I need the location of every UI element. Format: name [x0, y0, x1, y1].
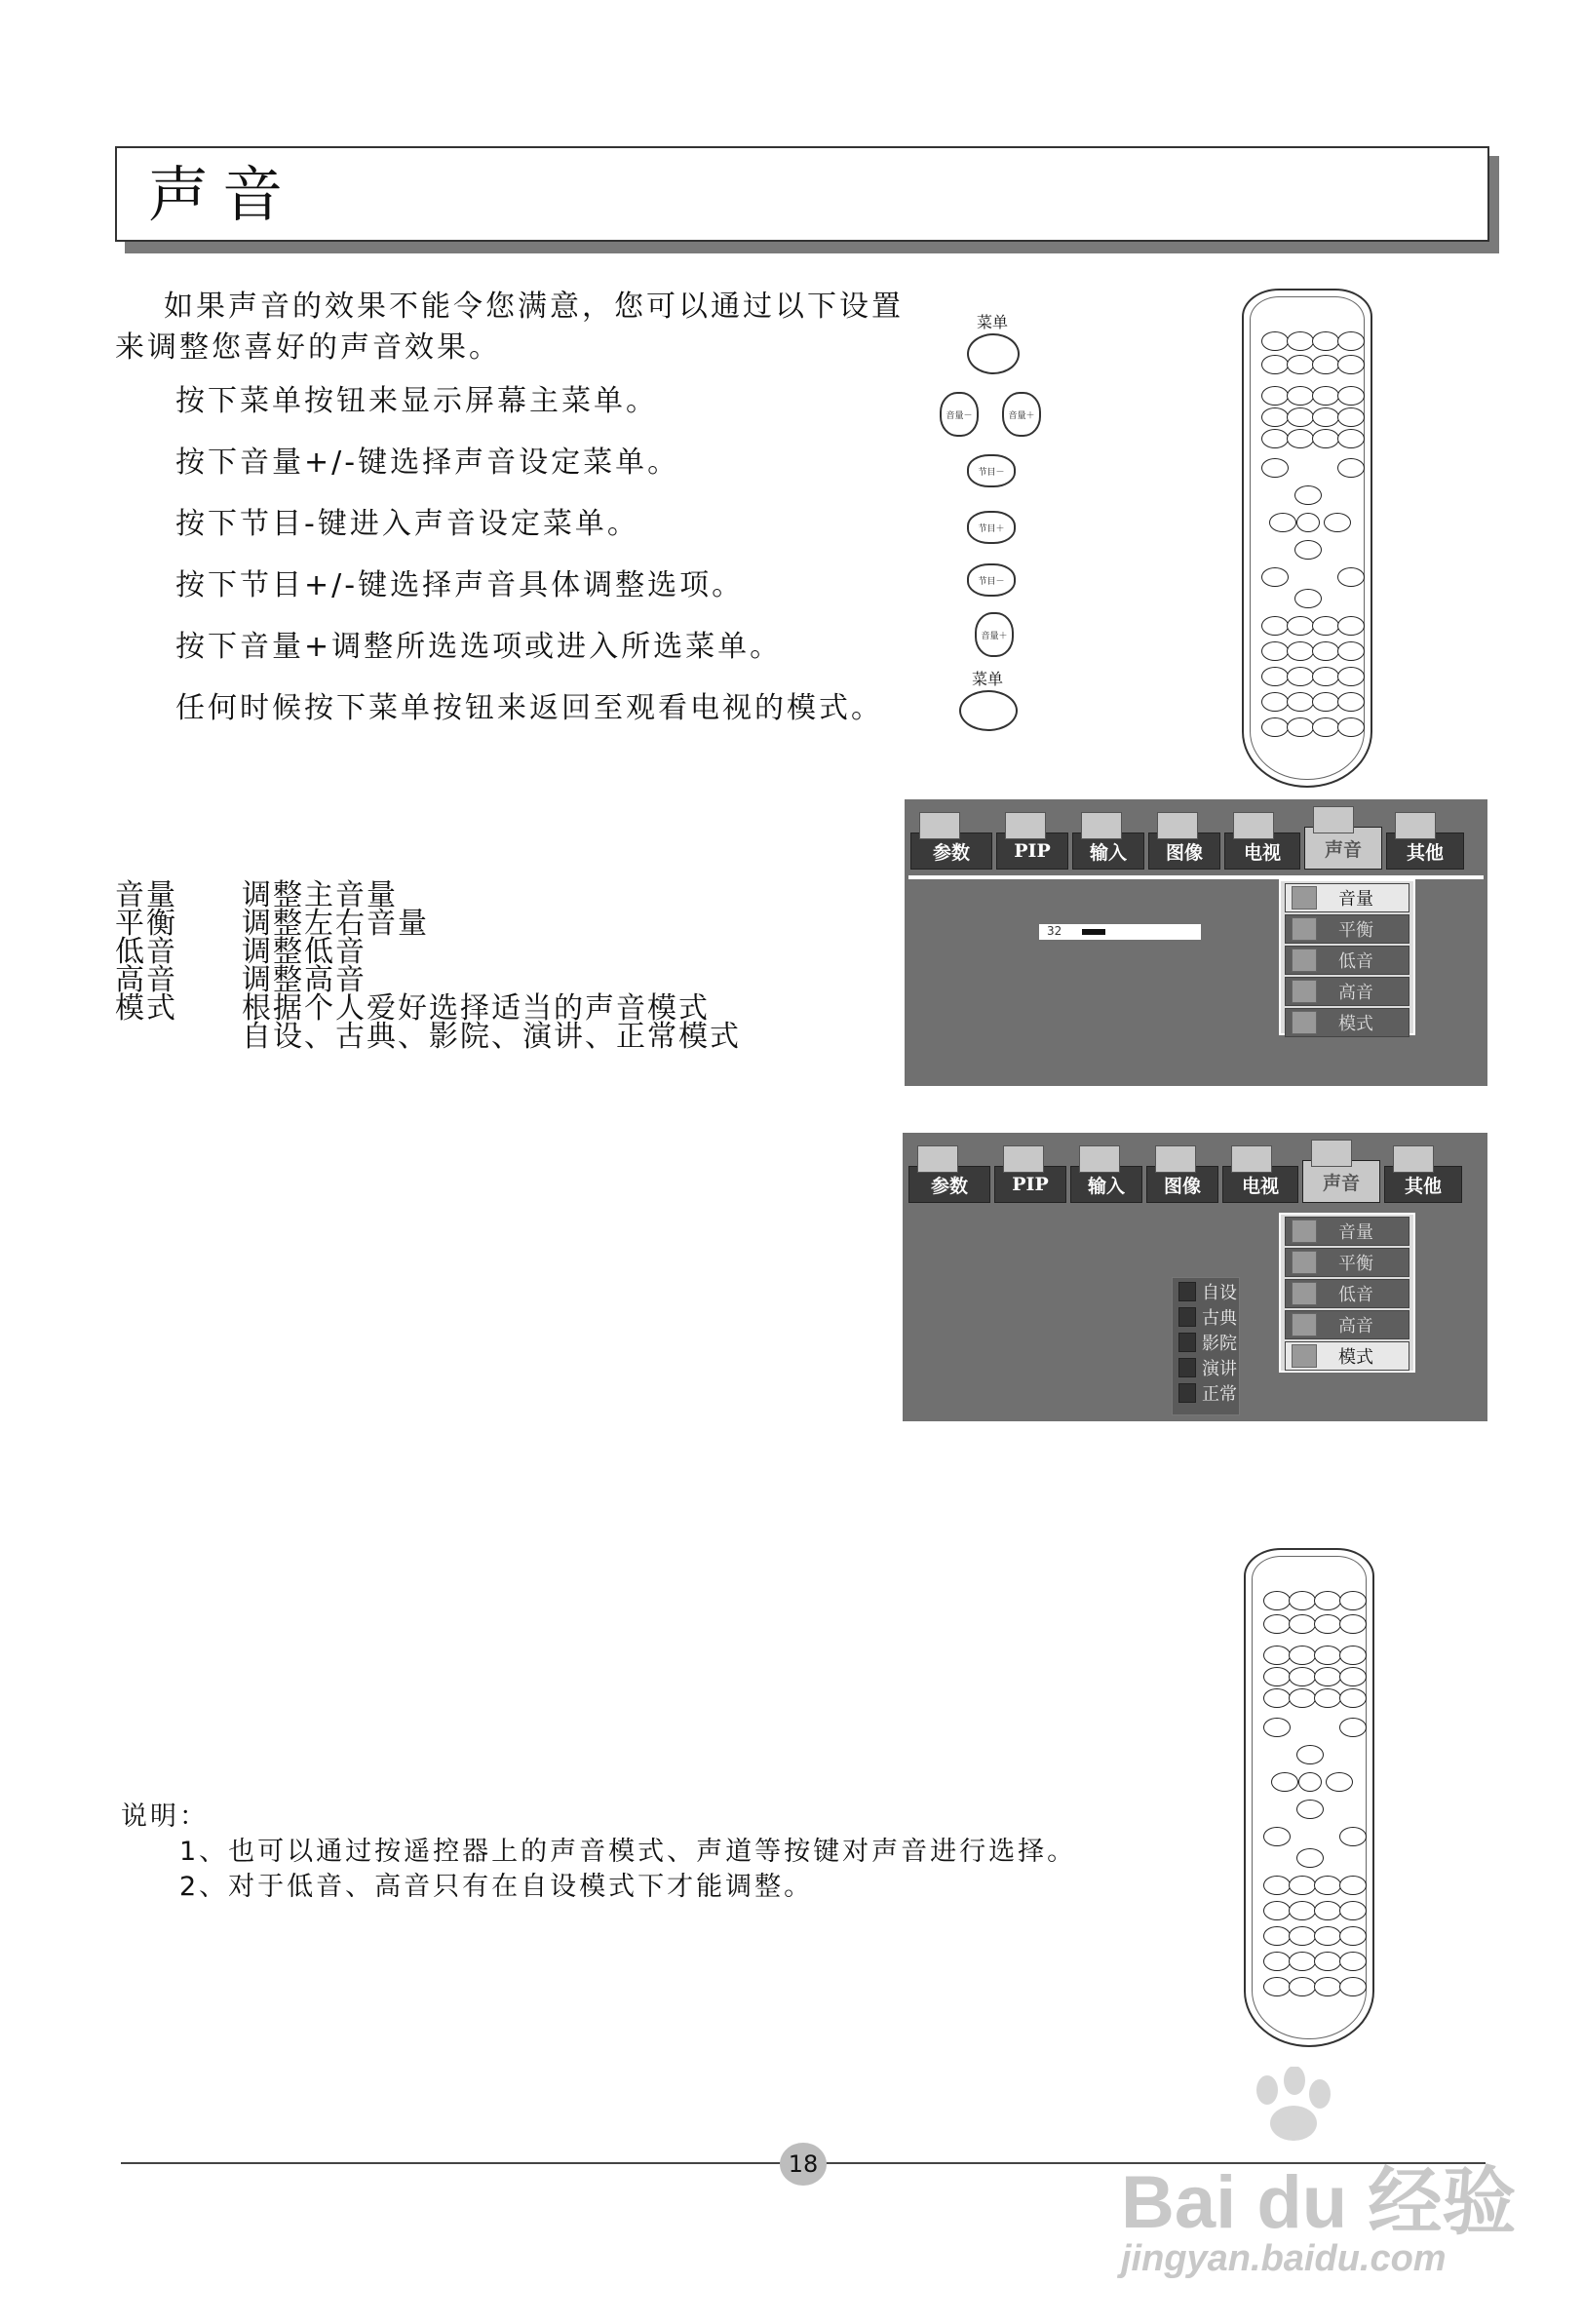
balance-icon: [1292, 1251, 1317, 1274]
treble-icon: [1292, 1313, 1317, 1336]
tv-icon: [1233, 812, 1274, 839]
bass-icon: [1292, 1282, 1317, 1305]
watermark-brand: Bai du 经验: [1121, 2161, 1517, 2244]
title-box: [115, 146, 1489, 242]
volume-value: 32: [1047, 924, 1062, 938]
pip-icon: [1003, 1145, 1044, 1173]
mode-option-speech[interactable]: 演讲: [1173, 1356, 1239, 1379]
menu-key-label: 菜单: [976, 313, 1008, 331]
menu-tab-bar: [905, 809, 1464, 870]
notes-section: [121, 1800, 1076, 1905]
mode-icon: [1292, 1344, 1317, 1368]
step-4: 按下节目+/-键选择声音具体调整选项。: [175, 568, 745, 602]
submenu-item-treble[interactable]: 高音: [1285, 1310, 1409, 1339]
input-icon: [1081, 812, 1122, 839]
watermark-url: jingyan.baidu.com: [1121, 2238, 1447, 2279]
tv-menu-screenshot-1: [905, 799, 1487, 1086]
treble-icon: [1292, 980, 1317, 1003]
vol-minus-key[interactable]: 音量－: [940, 392, 979, 437]
submenu-item-volume[interactable]: 音量: [1285, 1217, 1409, 1246]
tv-menu-screenshot-2: [903, 1133, 1487, 1421]
tab-input[interactable]: 输入: [1070, 1166, 1142, 1203]
submenu-item-balance[interactable]: 平衡: [1285, 914, 1409, 944]
page-title: 声音: [148, 159, 297, 230]
step-3: 按下节目-键进入声音设定菜单。: [175, 507, 639, 541]
tab-params[interactable]: 参数: [910, 833, 992, 870]
submenu-item-bass[interactable]: 低音: [1285, 946, 1409, 975]
note-line: 2、对于低音、高音只有在自设模式下才能调整。: [179, 1872, 814, 1902]
balance-icon: [1292, 917, 1317, 941]
prog-plus-key[interactable]: 节目＋: [967, 511, 1016, 544]
list-item: 高音 调整高音: [115, 963, 367, 997]
baidu-watermark: [1121, 2067, 1517, 2301]
menu-key[interactable]: [967, 333, 1020, 374]
prog-minus-key-2[interactable]: 节目－: [967, 563, 1016, 597]
submenu-item-volume[interactable]: 音量: [1285, 883, 1409, 912]
vol-plus-key-2[interactable]: 音量＋: [975, 612, 1014, 657]
other-icon: [1393, 1145, 1434, 1173]
picture-icon: [1155, 1145, 1196, 1173]
menu-key-2[interactable]: [959, 690, 1018, 731]
sound-icon: [1311, 1140, 1352, 1167]
tab-picture[interactable]: 图像: [1146, 1166, 1218, 1203]
sound-items-list: [115, 878, 741, 1054]
tab-tv[interactable]: 电视: [1224, 833, 1300, 870]
volume-icon: [1292, 886, 1317, 910]
tab-pip[interactable]: PIP: [994, 1166, 1066, 1203]
tab-tv[interactable]: 电视: [1222, 1166, 1298, 1203]
pip-icon: [1005, 812, 1046, 839]
tab-sound[interactable]: 声音: [1304, 827, 1382, 870]
sound-submenu: [1279, 879, 1415, 1035]
mode-icon: [1292, 1011, 1317, 1034]
note-title: 说明：: [121, 1801, 209, 1832]
other-icon: [1395, 812, 1436, 839]
submenu-item-treble[interactable]: 高音: [1285, 977, 1409, 1006]
submenu-item-balance[interactable]: 平衡: [1285, 1248, 1409, 1277]
intro-line: 来调整您喜好的声音效果。: [115, 330, 501, 365]
sound-mode-list: [1172, 1277, 1240, 1415]
picture-icon: [1157, 812, 1198, 839]
list-item: 模式 根据个人爱好选择适当的声音模式: [115, 991, 710, 1026]
menu-key-label-2: 菜单: [971, 670, 1003, 688]
step-2: 按下音量+/-键选择声音设定菜单。: [175, 445, 680, 480]
params-icon: [917, 1145, 958, 1173]
list-item: 平衡 调整左右音量: [115, 907, 429, 941]
mode-option-cinema[interactable]: 影院: [1173, 1331, 1239, 1354]
remote-control-illustration: [1242, 289, 1372, 788]
prog-minus-key[interactable]: 节目－: [967, 454, 1016, 487]
sound-icon: [1313, 806, 1354, 833]
params-icon: [919, 812, 960, 839]
tab-other[interactable]: 其他: [1386, 833, 1464, 870]
bass-icon: [1292, 949, 1317, 972]
tab-sound[interactable]: 声音: [1302, 1160, 1380, 1203]
mode-option-custom[interactable]: 自设: [1173, 1280, 1239, 1303]
tab-params[interactable]: 参数: [908, 1166, 990, 1203]
step-5: 按下音量+调整所选选项或进入所选菜单。: [175, 630, 783, 664]
sound-submenu: [1279, 1213, 1415, 1373]
menu-tab-bar: [903, 1143, 1462, 1203]
intro-paragraph: [115, 287, 953, 368]
step-6: 任何时候按下菜单按钮来返回至观看电视的模式。: [175, 691, 883, 725]
list-item: 音量 调整主音量: [115, 878, 398, 912]
mode-option-classic[interactable]: 古典: [1173, 1305, 1239, 1329]
list-item: 自设、古典、影院、演讲、正常模式: [242, 1020, 741, 1054]
note-line: 1、也可以通过按遥控器上的声音模式、声道等按键对声音进行选择。: [179, 1837, 1077, 1867]
input-icon: [1079, 1145, 1120, 1173]
paw-icon: [1238, 2067, 1345, 2145]
submenu-item-mode[interactable]: 模式: [1285, 1008, 1409, 1037]
tab-input[interactable]: 输入: [1072, 833, 1144, 870]
submenu-item-mode[interactable]: 模式: [1285, 1341, 1409, 1371]
tv-icon: [1231, 1145, 1272, 1173]
tab-other[interactable]: 其他: [1384, 1166, 1462, 1203]
volume-icon: [1292, 1220, 1317, 1243]
volume-bar-fill: [1082, 929, 1105, 935]
page-number: 18: [780, 2143, 827, 2186]
tab-picture[interactable]: 图像: [1148, 833, 1220, 870]
mode-option-normal[interactable]: 正常: [1173, 1381, 1239, 1405]
intro-line: 如果声音的效果不能令您满意，您可以通过以下设置: [164, 290, 904, 324]
remote-control-illustration-2: [1244, 1548, 1374, 2047]
submenu-item-bass[interactable]: 低音: [1285, 1279, 1409, 1308]
step-1: 按下菜单按钮来显示屏幕主菜单。: [175, 384, 658, 418]
list-item: 低音 调整低音: [115, 935, 367, 969]
volume-bar-track: [1039, 924, 1201, 940]
tab-pip[interactable]: PIP: [996, 833, 1068, 870]
vol-plus-key[interactable]: 音量＋: [1002, 392, 1041, 437]
